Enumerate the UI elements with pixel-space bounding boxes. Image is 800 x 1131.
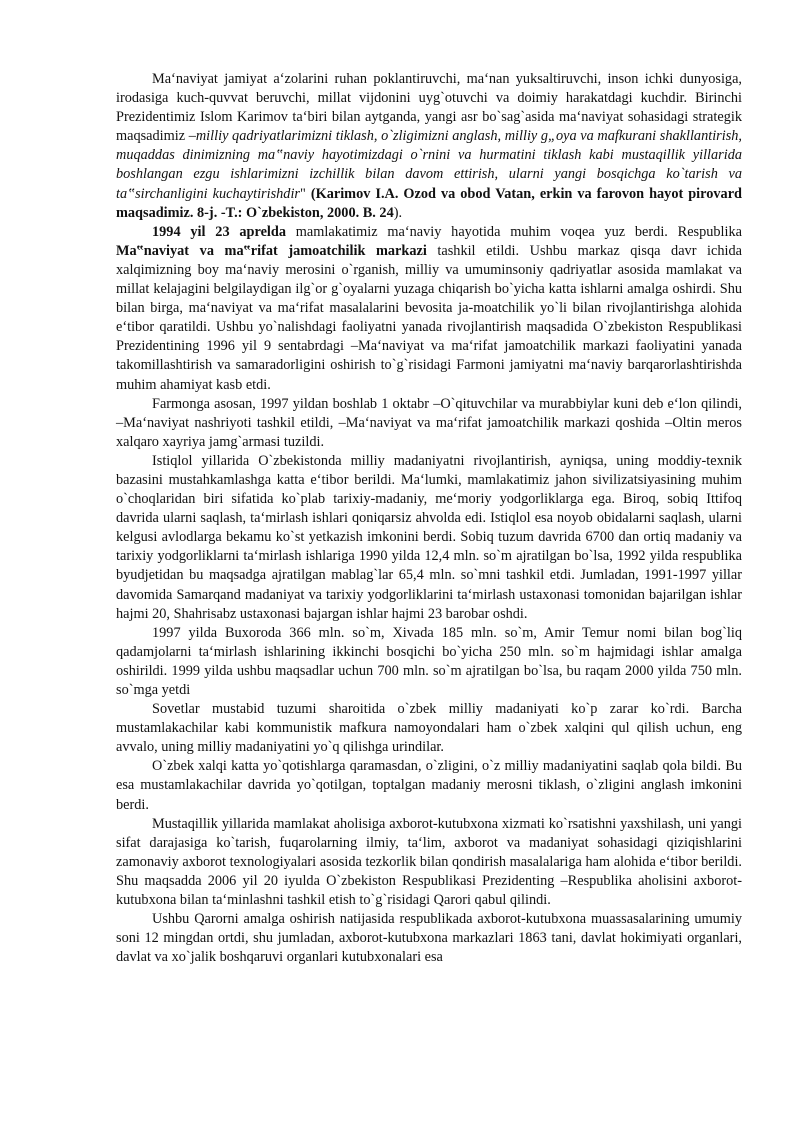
paragraph-2 [116, 223, 742, 395]
text-run: 1997 yilda Buxoroda 366 mln. so`m, Xivada 185 mln. so`m, Amir Temur nomi bilan bog`liq qadamjolarni ta‘mirlash ishlarining ikkinchi bosqichi bo`yicha 250 mln. so`m hajmidagi ishlar amalga oshirildi. 1999 yilda ushbu maqsadlar uchun 700 mln. so`m ajratilgan bo`lsa, bu raqam 2000 yilda 750 mln. so`mga yetdi [116, 624, 742, 698]
bold-text: 1994 yil 23 aprelda [152, 223, 286, 240]
paragraph-5 [116, 624, 742, 700]
text-run: ). [393, 204, 403, 221]
paragraph-4 [116, 452, 742, 624]
document-body [116, 70, 742, 967]
text-run: " [299, 185, 311, 202]
text-run: Ushbu Qarorni amalga oshirish natijasida respublikada axborot-kutubxona muassasalarining umumiy soni 12 mingdan ortdi, shu jumladan, axborot-kutubxona markazlari 1863 tani, davlat hokimiyati organlari, davlat va xo`jalik boshqaruvi organlari kutubxonalari esa [116, 911, 742, 966]
text-run: Farmonga asosan, 1997 yildan boshlab 1 oktabr –O`qituvchilar va murabbiylar kuni deb e‘lon qilindi, –Ma‘naviyat nashriyoti tashkil etildi, –Ma‘naviyat va ma‘rifat jamoatchilik markazi qoshida –Oltin meros xalqaro xayriya jamg`armasi tuzildi. [116, 395, 742, 450]
italic-quote: milliy qadriyatlarimizni tiklash, o`zligimizni anglash, milliy g„oya va mafkurani shakllantirish, muqaddas dinimizning ma‟naviy hayotimizdagi o`rnini va hurmatini tiklash kabi mustaqillik yillarida boshlangan ezgu ishlarimizni izchillik bilan davom ettirish, ularni yangi bosqichga ko`tarish va ta‟sirchanligini kuchaytirishdir [116, 128, 742, 202]
text-run: Mustaqillik yillarida mamlakat aholisiga axborot-kutubxona xizmati ko`rsatishni yaxshilash, uni yangi sifat darajasiga ko`tarish, fuqarolarning ilmiy, ta‘lim, axborot va madaniyat sohasidagi qiziqishlarini zamonaviy axborot texnologiyalari asosida tezkorlik bilan qondirish masalalariga ham alohida e‘tibor berildi. Shu maqsadda 2006 yil 20 iyulda O`zbekiston Respublikasi Prezidenting –Respublika aholisini axborot-kutubxona bilan ta‘minlashni tashkil etish to`g`risidagi Qarori qabul qilindi. [116, 815, 742, 909]
text-run: Istiqlol yillarida O`zbekistonda milliy madaniyatni rivojlantirish, ayniqsa, uning moddiy-texnik bazasini mustahkamlashga katta e‘tibor berildi. Ma‘lumki, mamlakatimiz jahon sivilizatsiyasining muhim o`choqlaridan biri sifatida ko`plab tarixiy-madaniy, me‘moriy yodgorliklarga ega. Biroq, sobiq Ittifoq davrida ularni saqlash, ta‘mirlash ishlari qoniqarsiz ahvolda edi. Istiqlol esa noyob obidalarni saqlash, ularni kelgusi avlodlarga bekamu ko`st yetkazish imkonini berdi. Sobiq tuzum davrida 6700 dan ortiq madaniy va tarixiy yodgorliklarni ta‘mirlash ishlariga 1990 yilda 12,4 mln. so`m ajratilgan bo`lsa, 1992 yilda respublika byudjetidan bu maqsadga ajratilgan mablag`lar 65,4 mln. so`mni tashkil etdi. Jumladan, 1991-1997 yillar davomida Samarqand madaniyat va tarixiy yodgorliklarini ta‘mirlash ustaxonasi tomonidan bajarilgan ishlar hajmi 20, Shahrisabz ustaxonasi bajargan ishlar hajmi 23 barobar oshdi. [116, 452, 742, 622]
text-run: Sovetlar mustabid tuzumi sharoitida o`zbek milliy madaniyati ko`p zarar ko`rdi. Barcha mustamlakachilar kabi kommunistik mafkura namoyondalari ham o`zbek xalqini qul qilish uchun, eng avvalo, uning milliy madaniyatini yo`q qilishga urindilar. [116, 701, 742, 756]
text-run: tashkil etildi. Ushbu markaz qisqa davr ichida xalqimizning boy ma‘naviy merosini o`rganish, milliy va umuminsoniy qadriyatlar asosida mamlakat va millat kelajagini belgilaydigan ilg`or g`oyalarni yuzaga chiqarish bo`yicha katta ishlarni amalga oshirdi. Shu bilan birga, ma‘naviyat va ma‘rifat masalalarini bevosita ja-moatchilik yo`li bilan rivojlantirishga alohida e‘tibor qaratildi. Ushbu yo`nalishdagi faoliyatni yanada rivojlantirish maqsadida O`zbekiston Respublikasi Prezidentining 1996 yil 9 sentabrdagi –Ma‘naviyat va ma‘rifat jamoatchilik markazi faoliyatini yanada takomillashtirish va samaradorligini oshirish to`g`risidagi Farmoni jamiyatni ma‘naviy barqarorlashtirishda muhim ahamiyat kasb etdi. [116, 242, 742, 393]
paragraph-6 [116, 700, 742, 757]
text-run: Ma‘naviyat jamiyat a‘zolarini ruhan poklantiruvchi, ma‘nan yuksaltiruvchi, inson ichki dunyosiga, irodasiga kuch-quvvat beruvchi, millat vijdonini uyg`otuvchi va doimiy harakatdagi kuchdir. Birinchi Prezidentimiz Islom Karimov ta‘biri bilan aytganda, yangi asr bo`sag`asida ma‘naviyat sohasidagi strategik maqsadimiz – [116, 71, 742, 145]
paragraph-8 [116, 815, 742, 910]
paragraph-7 [116, 757, 742, 814]
paragraph-1 [116, 70, 742, 223]
text-run: O`zbek xalqi katta yo`qotishlarga qaramasdan, o`zligini, o`z milliy madaniyatini saqlab qola bildi. Bu esa mustamlakachilar davrida yo`qotilgan, toptalgan madaniy merosni tiklash, o`zligini anglash imkonini berdi. [116, 758, 742, 813]
bold-text: (Karimov I.A. Ozod va obod Vatan, erkin va farovon hayot pirovard maqsadimiz. 8-j. -T.: O`zbekiston, 2000. B. 24 [116, 185, 742, 221]
text-run: mamlakatimiz ma‘naviy hayotida muhim voqea yuz berdi. Respublika [286, 223, 742, 240]
bold-text: Ma‟naviyat va ma‟rifat jamoatchilik markazi [116, 242, 427, 259]
paragraph-3 [116, 395, 742, 452]
paragraph-9 [116, 910, 742, 967]
